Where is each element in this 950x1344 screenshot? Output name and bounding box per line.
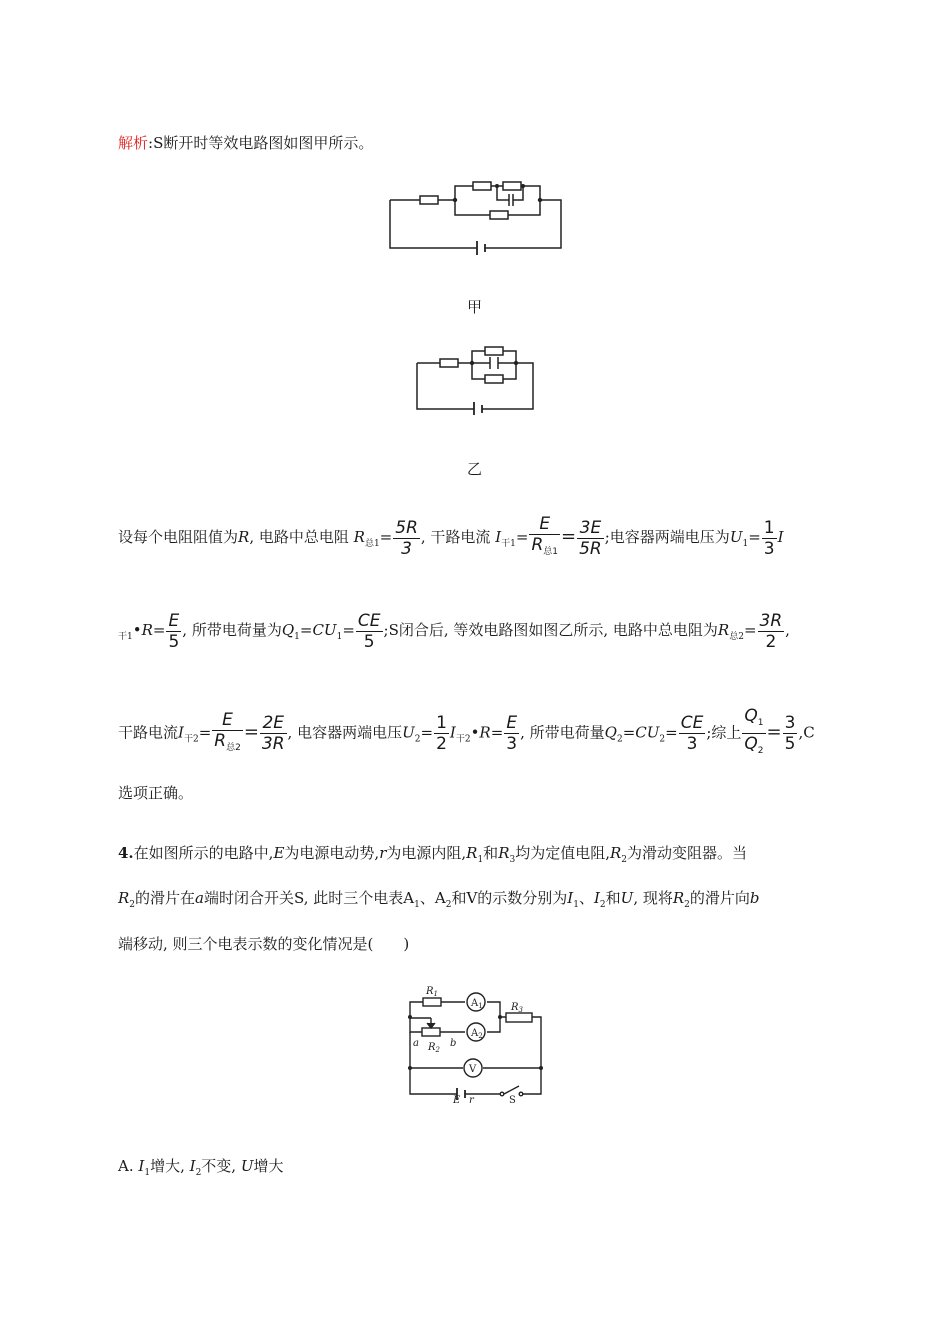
equals: = xyxy=(490,723,504,742)
numerator: 1 xyxy=(763,517,775,538)
denominator: 3R xyxy=(261,734,285,754)
subscript: 1 xyxy=(573,900,579,910)
equals: = xyxy=(561,526,577,547)
text: ;综上 xyxy=(706,723,742,742)
equals: = xyxy=(665,723,678,742)
text: 、 xyxy=(578,889,594,907)
text: 和V的示数分别为 xyxy=(451,889,568,907)
label-V: V xyxy=(469,1064,477,1075)
text: 增大 xyxy=(253,1157,284,1175)
option-a xyxy=(118,1156,284,1183)
numerator: 3R xyxy=(759,610,783,631)
var-r: r xyxy=(379,844,387,862)
equals: = xyxy=(748,528,761,546)
numerator: 3 xyxy=(784,713,796,733)
numerator: E xyxy=(222,709,233,730)
var-R: R xyxy=(238,528,250,546)
label-r: r xyxy=(469,1095,474,1104)
var-I1: I xyxy=(138,1157,145,1175)
text: 和 xyxy=(483,844,499,862)
denominator: 5 xyxy=(168,631,180,652)
circuit-diagram-q4 xyxy=(405,982,549,1104)
text: 为电源电动势, xyxy=(284,844,380,862)
subscript: 总1 xyxy=(543,547,559,557)
text: 的滑片在 xyxy=(135,889,196,907)
denominator xyxy=(529,534,560,562)
subscript: 3 xyxy=(509,855,516,865)
denominator: 3 xyxy=(763,538,775,559)
subscript: 总2 xyxy=(226,742,241,753)
text: 不变, xyxy=(201,1157,237,1175)
text: 为电源内阻, xyxy=(386,844,467,862)
var-I: I xyxy=(495,528,502,546)
label-R1: $R_1$ xyxy=(426,986,438,998)
den-Q: Q xyxy=(744,734,758,754)
numerator: 3E xyxy=(579,517,602,538)
subscript: 2 xyxy=(616,734,623,745)
analysis-label: 解析 xyxy=(118,134,149,152)
solution-line-3 xyxy=(118,706,815,762)
fraction-E-R2 xyxy=(212,710,243,758)
label-a: a xyxy=(413,1038,419,1049)
subscript: 1 xyxy=(757,718,764,728)
denominator: 2 xyxy=(436,734,447,754)
var-I2: I xyxy=(593,889,600,907)
label-S: S xyxy=(509,1095,516,1104)
subscript: 1 xyxy=(294,632,300,642)
question-number: 4. xyxy=(118,844,134,862)
fraction-CE-3 xyxy=(679,713,706,754)
dot: • xyxy=(132,621,142,639)
equals: = xyxy=(766,721,782,743)
fraction-1-2 xyxy=(434,713,449,754)
fraction-E-5 xyxy=(166,611,181,652)
dot: • xyxy=(470,723,480,742)
numerator: 1 xyxy=(436,713,447,733)
equals: = xyxy=(743,621,757,639)
numerator: 2E xyxy=(262,713,284,733)
var-R2: R xyxy=(118,889,130,907)
question-line-1 xyxy=(118,843,747,870)
label-b: b xyxy=(450,1038,457,1049)
numerator: E xyxy=(168,610,180,631)
var-R2: R xyxy=(672,889,685,907)
var-R-total2: R xyxy=(717,621,730,639)
text: 的滑片向 xyxy=(689,889,750,907)
subscript: 1 xyxy=(477,855,484,865)
equals: = xyxy=(420,723,434,742)
var-R3: R xyxy=(498,844,510,862)
fraction-E-R xyxy=(529,514,560,562)
subscript: 干2 xyxy=(455,734,471,745)
fraction-5R-3 xyxy=(393,518,420,559)
var-I2: I xyxy=(189,1157,196,1175)
den-R: R xyxy=(214,730,227,751)
denominator: 2 xyxy=(758,631,785,652)
var-CU1: =CU xyxy=(299,621,337,639)
solution-line-2 xyxy=(118,608,790,659)
numerator xyxy=(742,706,765,733)
text: 干路电流 xyxy=(118,723,179,742)
subscript: 1 xyxy=(414,900,420,910)
text: , 所带电荷量为 xyxy=(182,621,282,639)
text: 在如图所示的电路中, xyxy=(133,844,274,862)
subscript: 2 xyxy=(621,855,628,865)
var-a: a xyxy=(195,889,204,907)
subscript: 干2 xyxy=(183,734,199,745)
solution-line-1 xyxy=(118,514,784,566)
label-A1: $A_1$ xyxy=(471,998,483,1010)
text: , 所带电荷量 xyxy=(520,723,605,742)
var-U1: U xyxy=(729,528,743,546)
den-R: R xyxy=(531,535,544,555)
var-I: I xyxy=(449,723,456,742)
denominator xyxy=(212,730,243,758)
fraction-1-3 xyxy=(762,518,777,559)
var-CU2: =CU xyxy=(622,723,660,742)
subscript: 2 xyxy=(684,900,690,910)
fraction-3-5 xyxy=(783,713,798,754)
subscript: 总2 xyxy=(729,632,744,642)
text: 、A xyxy=(419,889,446,907)
figure-caption-yi: 乙 xyxy=(467,460,483,478)
label-A2: $A_2$ xyxy=(471,1028,483,1040)
subscript: 2 xyxy=(659,734,666,745)
text: , xyxy=(785,621,790,639)
denominator xyxy=(742,733,765,761)
fraction-3E-5R xyxy=(577,518,604,559)
text: 和 xyxy=(605,889,621,907)
option-label: A. xyxy=(118,1157,134,1175)
text: ;S闭合后, 等效电路图如图乙所示, 电路中总电阻为 xyxy=(383,621,718,639)
text: ,C xyxy=(798,723,815,742)
text: 设每个电阻阻值为 xyxy=(118,528,239,546)
equals: = xyxy=(342,621,355,639)
var-R2: R xyxy=(610,844,622,862)
var-I: I xyxy=(178,723,184,742)
subscript: 2 xyxy=(129,900,136,910)
fraction-CE-5 xyxy=(356,611,383,652)
var-Q1: Q xyxy=(281,621,295,639)
circuit-diagram-yi xyxy=(412,343,540,415)
subscript: 2 xyxy=(599,900,606,910)
question-line-2 xyxy=(118,888,760,915)
text: 为滑动变阻器。当 xyxy=(627,844,748,862)
equals: = xyxy=(379,528,393,546)
subscript: 干1 xyxy=(118,632,133,642)
equals: = xyxy=(152,621,166,639)
denominator: 5R xyxy=(579,538,602,559)
text: 增大, xyxy=(150,1157,185,1175)
equals: = xyxy=(515,528,529,546)
subscript: 2 xyxy=(445,900,452,910)
var-b: b xyxy=(749,889,760,907)
text: , 现将 xyxy=(633,889,673,907)
text: , 电路中总电阻 xyxy=(249,528,349,546)
text: ;电容器两端电压为 xyxy=(604,528,730,546)
question-line-3: 端移动, 则三个电表示数的变化情况是( ) xyxy=(118,935,410,953)
fraction-E-3 xyxy=(504,713,519,754)
var-I: I xyxy=(777,528,784,546)
var-R-total1: R xyxy=(353,528,365,546)
label-R3: $R_3$ xyxy=(511,1002,523,1014)
var-U: U xyxy=(240,1157,254,1175)
var-U: U xyxy=(620,889,634,907)
numerator: 5R xyxy=(395,517,418,538)
num-Q: Q xyxy=(744,706,758,726)
label-R2: $R_2$ xyxy=(428,1042,440,1054)
equals: = xyxy=(198,723,212,742)
denominator: 5 xyxy=(784,734,796,754)
var-Q2: Q xyxy=(604,723,617,742)
solution-line-4: 选项正确。 xyxy=(118,784,194,802)
subscript: 2 xyxy=(195,1168,202,1178)
subscript: 1 xyxy=(742,539,749,549)
numerator: CE xyxy=(357,610,381,631)
fraction-3R-2 xyxy=(758,611,785,652)
numerator: E xyxy=(506,713,518,733)
analysis-intro: :S断开时等效电路图如图甲所示。 xyxy=(148,134,374,152)
subscript: 2 xyxy=(757,746,764,756)
var-I1: I xyxy=(567,889,574,907)
var-R1: R xyxy=(466,844,478,862)
denominator: 3 xyxy=(393,538,420,559)
label-E: E xyxy=(453,1095,461,1104)
subscript: 总1 xyxy=(364,539,380,549)
analysis-line xyxy=(118,133,373,153)
var-E: E xyxy=(273,844,285,862)
fraction-2E-3R xyxy=(260,713,287,754)
subscript: 干1 xyxy=(501,539,516,549)
denominator: 3 xyxy=(506,734,518,754)
var-U2: U xyxy=(402,723,415,742)
fraction-Q1-Q2 xyxy=(742,706,765,761)
text: 均为定值电阻, xyxy=(515,844,610,862)
var-R: R xyxy=(141,621,153,639)
subscript: 1 xyxy=(144,1168,151,1178)
equals: = xyxy=(243,721,259,743)
denominator: 3 xyxy=(679,733,706,754)
subscript: 1 xyxy=(336,632,343,642)
numerator: E xyxy=(539,514,551,534)
numerator: CE xyxy=(680,713,704,733)
var-R: R xyxy=(479,723,491,742)
subscript: 2 xyxy=(414,734,421,745)
text: 端时闭合开关S, 此时三个电表A xyxy=(204,889,415,907)
denominator: 5 xyxy=(356,631,383,652)
circuit-diagram-jia xyxy=(385,178,567,256)
text: , 电容器两端电压 xyxy=(287,723,403,742)
text: , 干路电流 xyxy=(420,528,491,546)
figure-caption-jia: 甲 xyxy=(467,298,483,316)
